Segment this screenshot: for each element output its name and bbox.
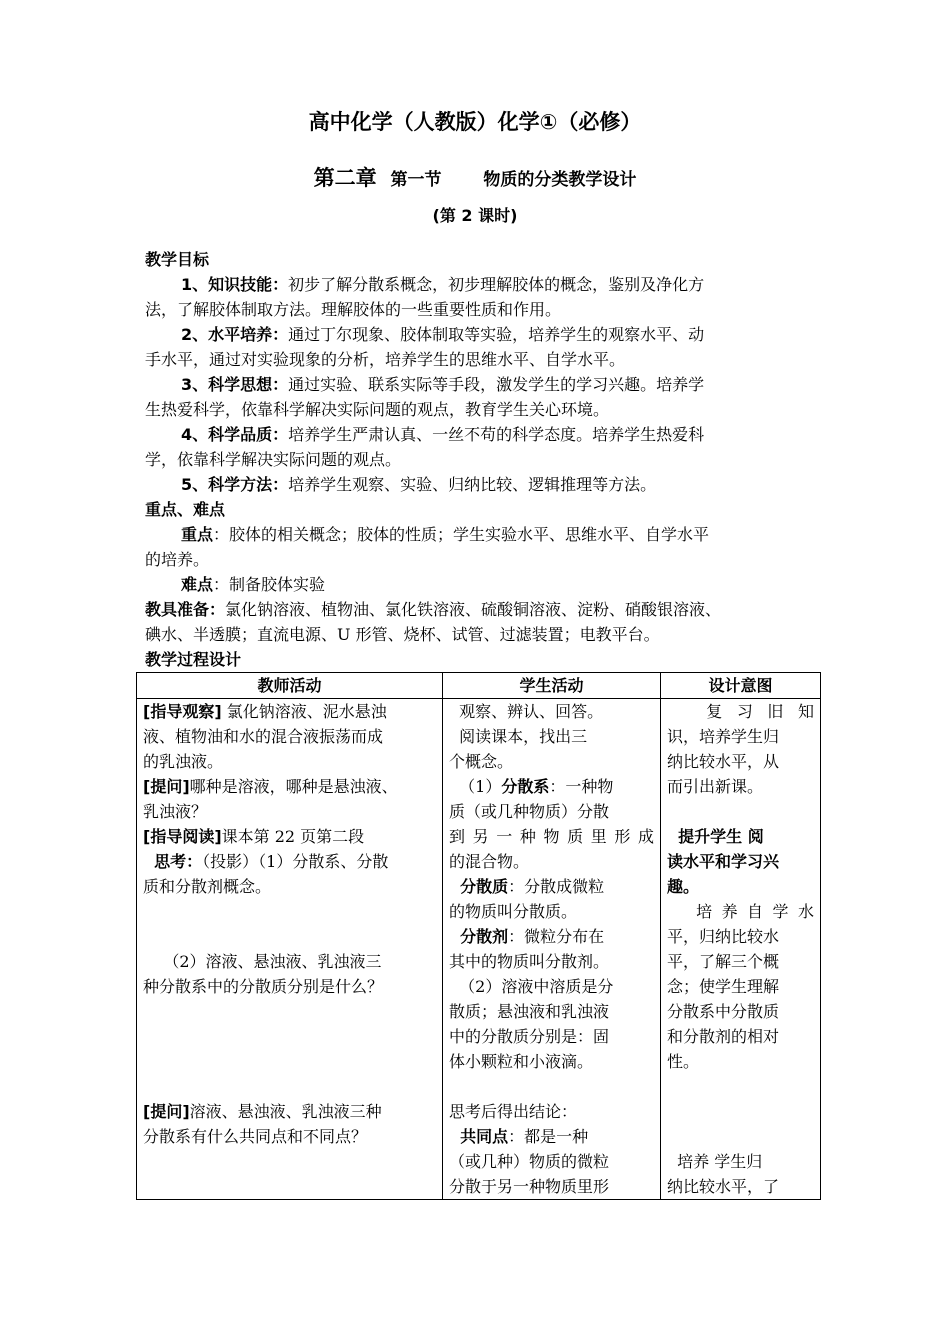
objective-label: 2、水平培养： bbox=[181, 325, 289, 344]
intent-line bbox=[667, 824, 814, 849]
student-text: 散质；悬浊液和乳浊液 bbox=[449, 1002, 610, 1021]
objective-label: 1、知识技能： bbox=[181, 275, 289, 294]
intent-line bbox=[667, 1174, 814, 1199]
objective-text: 生热爱科学，依靠科学解决实际问题的观点，教育学生关心环境。 bbox=[145, 400, 610, 419]
column-header-teacher: 教师活动 bbox=[137, 673, 443, 699]
intent-line bbox=[667, 1149, 814, 1174]
intent-text: 提升学生 阅 bbox=[667, 827, 764, 846]
column-header-intent: 设计意图 bbox=[661, 673, 821, 699]
student-activity-cell bbox=[443, 699, 661, 1200]
teacher-line bbox=[143, 1149, 436, 1174]
student-text: 的物质叫分散质。 bbox=[449, 902, 578, 921]
intent-text: 培养自学水 bbox=[667, 902, 814, 921]
teacher-text: 种分散系中的分散质分别是什么？ bbox=[143, 977, 384, 996]
student-line bbox=[449, 1024, 654, 1049]
student-line bbox=[449, 849, 654, 874]
chapter-label: 第二章 bbox=[313, 166, 377, 190]
objective-line bbox=[145, 297, 819, 322]
student-text: 共同点 bbox=[449, 1127, 509, 1146]
objectives-list bbox=[145, 272, 819, 497]
student-text: 观察、辨认、回答。 bbox=[449, 702, 604, 721]
student-line bbox=[449, 1149, 654, 1174]
teacher-line bbox=[143, 774, 436, 799]
teacher-activity-cell bbox=[137, 699, 443, 1200]
intent-line bbox=[667, 949, 814, 974]
intent-line bbox=[667, 924, 814, 949]
key-points-heading: 重点、难点 bbox=[145, 500, 226, 519]
process-heading: 教学过程设计 bbox=[145, 650, 242, 669]
key-label: 重点 bbox=[181, 525, 214, 544]
intent-line bbox=[667, 1074, 814, 1099]
intent-text: 平，了解三个概 bbox=[667, 952, 780, 971]
student-line bbox=[449, 1124, 654, 1149]
teacher-line bbox=[143, 999, 436, 1024]
objective-text: 培养学生观察、实验、归纳比较、逻辑推理等方法。 bbox=[288, 475, 657, 494]
intent-line bbox=[667, 974, 814, 999]
intent-text: 复习旧知 bbox=[667, 702, 814, 721]
teacher-line bbox=[143, 1024, 436, 1049]
intent-text: 培养 学生归 bbox=[667, 1152, 763, 1171]
student-text: 中的分散质分别是：固 bbox=[449, 1027, 610, 1046]
objective-text: 通过丁尔现象、胶体制取等实验，培养学生的观察水平、动 bbox=[288, 325, 705, 344]
student-text: 分散质 bbox=[449, 877, 509, 896]
difficult-text: ：制备胶体实验 bbox=[213, 575, 326, 594]
student-text: 分散剂 bbox=[449, 927, 509, 946]
intent-text: 纳比较水平，从 bbox=[667, 752, 780, 771]
teacher-text: 课本第 22 页第二段 bbox=[221, 827, 365, 846]
student-text: 的混合物。 bbox=[449, 852, 530, 871]
student-line bbox=[449, 1049, 654, 1074]
objective-line bbox=[145, 397, 819, 422]
key-point-line bbox=[145, 522, 819, 547]
teacher-line bbox=[143, 874, 436, 899]
student-line bbox=[449, 899, 654, 924]
intent-line bbox=[667, 799, 814, 824]
intent-text: 识，培养学生归 bbox=[667, 727, 780, 746]
teacher-line bbox=[143, 1124, 436, 1149]
teacher-line bbox=[143, 1074, 436, 1099]
intent-text: 纳比较水平，了 bbox=[667, 1177, 780, 1196]
intent-text: 性。 bbox=[667, 1052, 700, 1071]
objective-line bbox=[145, 347, 819, 372]
intent-text: 和分散剂的相对 bbox=[667, 1027, 780, 1046]
teacher-line bbox=[143, 1099, 436, 1124]
student-text: 分散于另一种物质里形 bbox=[449, 1177, 610, 1196]
teacher-text: 乳浊液？ bbox=[143, 802, 208, 821]
teacher-text: 的乳浊液。 bbox=[143, 752, 224, 771]
key-point-line-2: 的培养。 bbox=[145, 550, 210, 569]
intent-line bbox=[667, 749, 814, 774]
student-line bbox=[449, 999, 654, 1024]
teacher-line bbox=[143, 899, 436, 924]
student-text: （或几种）物质的微粒 bbox=[449, 1152, 610, 1171]
key-text: ：胶体的相关概念；胶体的性质；学生实验水平、思维水平、自学水平 bbox=[213, 525, 710, 544]
table-row bbox=[137, 699, 821, 1200]
topic-label: 物质的分类教学设计 bbox=[483, 170, 637, 190]
teacher-line bbox=[143, 1174, 436, 1199]
teacher-line bbox=[143, 949, 436, 974]
intent-line bbox=[667, 724, 814, 749]
objectives-section bbox=[145, 247, 819, 672]
objective-text: 通过实验、联系实际等手段，激发学生的学习兴趣。培养学 bbox=[288, 375, 705, 394]
teacher-text: [提问] bbox=[143, 777, 190, 796]
difficult-point-line bbox=[145, 572, 819, 597]
teacher-text: [指导阅读] bbox=[143, 827, 222, 846]
student-text: 其中的物质叫分散剂。 bbox=[449, 952, 610, 971]
intent-text: 念；使学生理解 bbox=[667, 977, 780, 996]
student-text: 阅读课本，找出三 bbox=[449, 727, 588, 746]
process-table bbox=[136, 672, 821, 1200]
equipment-line bbox=[145, 597, 819, 622]
objective-text: 初步了解分散系概念，初步理解胶体的概念，鉴别及净化方 bbox=[288, 275, 705, 294]
teacher-text: （2）溶液、悬浊液、乳浊液三 bbox=[143, 952, 382, 971]
objective-label: 3、科学思想： bbox=[181, 375, 289, 394]
objective-line bbox=[145, 422, 819, 447]
intent-line bbox=[667, 874, 814, 899]
intent-line bbox=[667, 1099, 814, 1124]
student-line bbox=[449, 874, 654, 899]
teacher-line bbox=[143, 749, 436, 774]
equipment-text: 氯化钠溶液、植物油、氯化铁溶液、硫酸铜溶液、淀粉、硝酸银溶液、 bbox=[225, 600, 722, 619]
objectives-heading: 教学目标 bbox=[145, 250, 210, 269]
teacher-line bbox=[143, 849, 436, 874]
student-text: 到另一种物质里形成 bbox=[449, 827, 654, 846]
student-line bbox=[449, 924, 654, 949]
student-line bbox=[449, 824, 654, 849]
student-line bbox=[449, 774, 654, 799]
teacher-text: （投影）（1）分散系、分散 bbox=[202, 852, 389, 871]
student-line bbox=[449, 1174, 654, 1199]
table-header-row bbox=[137, 673, 821, 699]
intent-text: 分散系中分散质 bbox=[667, 1002, 780, 1021]
objective-label: 5、科学方法： bbox=[181, 475, 289, 494]
teacher-line bbox=[143, 1049, 436, 1074]
teacher-line bbox=[143, 974, 436, 999]
objective-text: 手水平，通过对实验现象的分析，培养学生的思维水平、自学水平。 bbox=[145, 350, 626, 369]
intent-line bbox=[667, 899, 814, 924]
teacher-text: [指导观察] bbox=[143, 702, 222, 721]
student-line bbox=[449, 1074, 654, 1099]
teacher-text: 质和分散剂概念。 bbox=[143, 877, 272, 896]
equipment-label: 教具准备： bbox=[145, 600, 226, 619]
teacher-line bbox=[143, 799, 436, 824]
teacher-text: 液、植物油和水的混合液振荡而成 bbox=[143, 727, 384, 746]
student-text: 体小颗粒和小液滴。 bbox=[449, 1052, 594, 1071]
objective-line bbox=[145, 322, 819, 347]
objective-line bbox=[145, 372, 819, 397]
teacher-text: 溶液、悬浊液、乳浊液三种 bbox=[189, 1102, 382, 1121]
intent-line bbox=[667, 1049, 814, 1074]
student-line bbox=[449, 699, 654, 724]
intent-line bbox=[667, 699, 814, 724]
intent-text: 平，归纳比较水 bbox=[667, 927, 780, 946]
student-line bbox=[449, 799, 654, 824]
student-text: 个概念。 bbox=[449, 752, 514, 771]
teacher-text: 氯化钠溶液、泥水悬浊 bbox=[221, 702, 387, 721]
difficult-label: 难点 bbox=[181, 575, 214, 594]
student-text: 质（或几种物质）分散 bbox=[449, 802, 610, 821]
objective-text: 法，了解胶体制取方法。理解胶体的一些重要性质和作用。 bbox=[145, 300, 562, 319]
objective-label: 4、科学品质： bbox=[181, 425, 289, 444]
student-text: （2）溶液中溶质是分 bbox=[449, 977, 614, 996]
student-line bbox=[449, 949, 654, 974]
column-header-student: 学生活动 bbox=[443, 673, 661, 699]
teacher-text: [提问] bbox=[143, 1102, 190, 1121]
intent-text: 读水平和学习兴 bbox=[667, 852, 780, 871]
document-title: 高中化学（人教版）化学①（必修） bbox=[308, 110, 642, 134]
intent-line bbox=[667, 1124, 814, 1149]
lesson-label: (第 2 课时) bbox=[432, 206, 518, 225]
student-text: ：一种物 bbox=[549, 777, 614, 796]
student-text: （1） bbox=[449, 777, 502, 796]
teacher-line bbox=[143, 824, 436, 849]
objective-line bbox=[145, 472, 819, 497]
student-text: 分散系 bbox=[501, 777, 550, 796]
teacher-text: 思考： bbox=[143, 852, 203, 871]
section-label: 第一节 bbox=[390, 170, 442, 190]
intent-text: 趣。 bbox=[667, 877, 700, 896]
equipment-line-2: 碘水、半透膜；直流电源、U 形管、烧杯、试管、过滤装置；电教平台。 bbox=[145, 625, 660, 644]
intent-line bbox=[667, 1024, 814, 1049]
student-text: ：微粒分布在 bbox=[508, 927, 605, 946]
design-intent-cell bbox=[661, 699, 821, 1200]
teacher-line bbox=[143, 924, 436, 949]
intent-line bbox=[667, 774, 814, 799]
document-subtitle bbox=[0, 162, 950, 192]
teacher-line bbox=[143, 724, 436, 749]
teacher-text: 哪种是溶液，哪种是悬浊液、 bbox=[189, 777, 398, 796]
student-line bbox=[449, 749, 654, 774]
student-text: 思考后得出结论： bbox=[449, 1102, 578, 1121]
student-line bbox=[449, 724, 654, 749]
student-text: ：分散成微粒 bbox=[508, 877, 605, 896]
teacher-line bbox=[143, 699, 436, 724]
student-line bbox=[449, 1099, 654, 1124]
objective-text: 培养学生严肃认真、一丝不苟的科学态度。培养学生热爱科 bbox=[288, 425, 705, 444]
intent-line bbox=[667, 999, 814, 1024]
objective-line bbox=[145, 447, 819, 472]
objective-line bbox=[145, 272, 819, 297]
intent-line bbox=[667, 849, 814, 874]
intent-text: 而引出新课。 bbox=[667, 777, 764, 796]
student-line bbox=[449, 974, 654, 999]
teacher-text: 分散系有什么共同点和不同点？ bbox=[143, 1127, 368, 1146]
objective-text: 学，依靠科学解决实际问题的观点。 bbox=[145, 450, 402, 469]
student-text: ：都是一种 bbox=[508, 1127, 589, 1146]
